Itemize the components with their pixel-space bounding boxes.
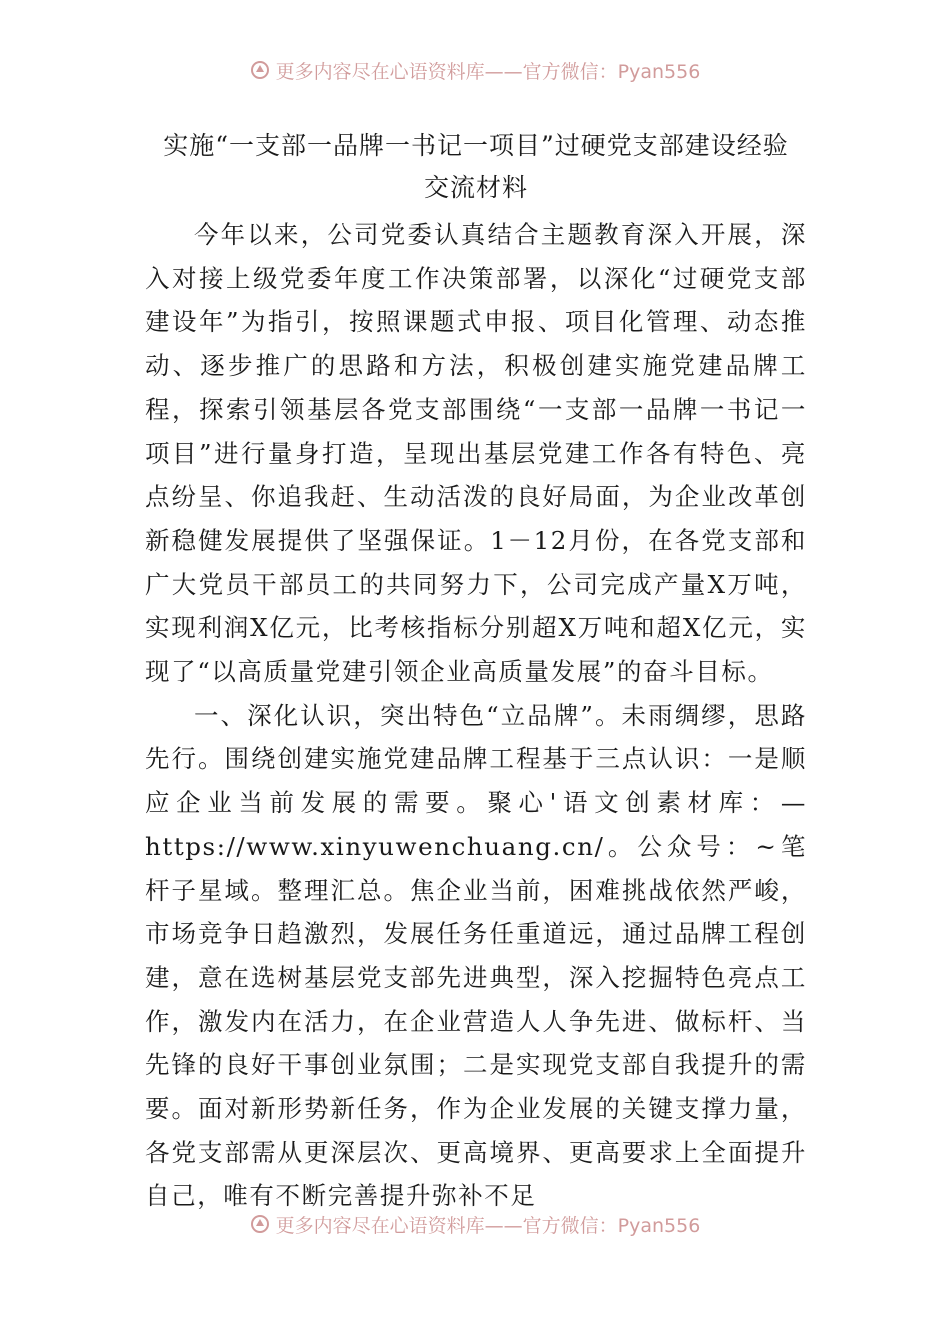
watermark-footer [0,1210,950,1238]
watermark-text: 更多内容尽在心语资料库——官方微信：Pyan556 [275,1214,701,1237]
document-title-line2: 交流材料 [423,173,528,202]
paragraph-intro: 今年以来，公司党委认真结合主题教育深入开展，深入对接上级党委年度工作决策部署，以深化“过硬党支部建设年”为指引，按照课题式申报、项目化管理、动态推动、逐步推广的思路和方法，积极创建实施党建品牌工程，探索引领基层各党支部围绕“一支部一品牌一书记一项目”进行量身打造，呈现出基层党建工作各有特色、亮点纷呈、你追我赶、生动活泼的良好局面，为企业改革创新稳健发展提供了坚强保证。1－12月份，在各党支部和广大党员干部员工的共同努力下，公司完成产量X万吨，实现利润X亿元，比考核指标分别超X万吨和超X亿元，实现了“以高质量党建引领企业高质量发展”的奋斗目标。 [145,220,807,687]
document-title-line1: 实施“一支部一品牌一书记一项目”过硬党支部建设经验 [163,131,789,160]
watermark-logo-icon [250,1214,270,1234]
watermark-text: 更多内容尽在心语资料库——官方微信：Pyan556 [275,60,701,83]
watermark-logo-icon [250,60,270,80]
watermark-header [0,56,950,84]
document-body [145,213,807,1218]
paragraph-section-one: 一、深化认识，突出特色“立品牌”。未雨绸缪，思路先行。围绕创建实施党建品牌工程基于三点认识：一是顺应企业当前发展的需要。聚心'语文创素材库：—https://www.xinyuwenchuang.cn/。公众号：~笔杆子星域。整理汇总。焦企业当前，困难挑战依然严峻，市场竞争日趋激烈，发展任务任重道远，通过品牌工程创建，意在选树基层党支部先进典型，深入挖掘特色亮点工作，激发内在活力，在企业营造人人争先进、做标杆、当先锋的良好干事创业氛围；二是实现党支部自我提升的需要。面对新形势新任务，作为企业发展的关键支撑力量，各党支部需从更深层次、更高境界、更高要求上全面提升自己，唯有不断完善提升弥补不足 [145,700,807,1211]
